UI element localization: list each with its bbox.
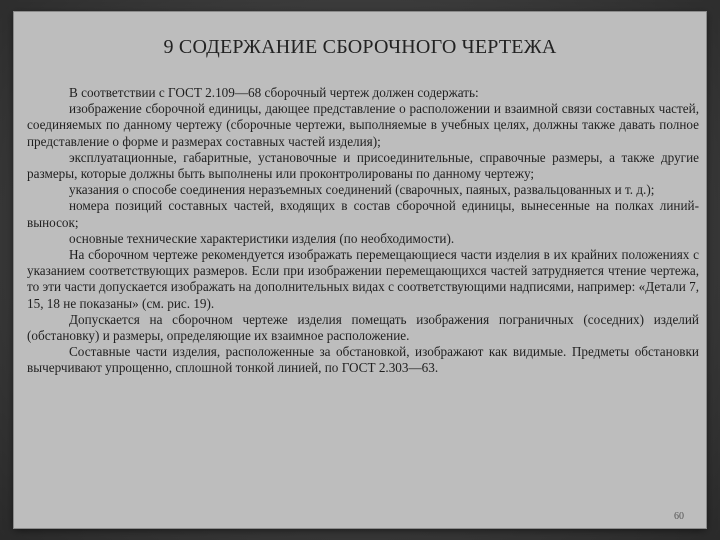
paragraph-item-positions: номера позиций составных частей, входящих в состав сборочной единицы, вынесенные на полках линий-выносок;: [27, 198, 699, 230]
slide: [14, 12, 706, 528]
paragraph-item-characteristics: основные технические характеристики изделия (по необходимости).: [69, 230, 455, 246]
page-number: 60: [674, 511, 684, 522]
paragraph-adjacent-products: Допускается на сборочном чертеже изделия помещать изображения пограничных (соседних) изделий (обстановку) и размеры, определяющие их взаимное расположение.: [27, 311, 699, 344]
slide-body: [27, 85, 699, 377]
paragraph-moving-parts: На сборочном чертеже рекомендуется изображать перемещающиеся части изделия в их крайних положениях с указанием соответствующих размеров. Если при изображении перемещающихся частей затрудняется чтение чертежа, то эти части допускается изображать на дополнительных видах с соответствующими надписями, например: «Детали 7, 15, 18 не показаны» (см. рис. 19).: [27, 247, 699, 311]
paragraph-item-joints: указания о способе соединения неразъемных соединений (сварочных, паяных, развальцованных и т. д.);: [69, 182, 655, 198]
paragraph-intro: В соответствии с ГОСТ 2.109—68 сборочный чертеж должен содержать:: [69, 85, 479, 100]
paragraph-surroundings: Составные части изделия, расположенные за обстановкой, изображают как видимые. Предметы обстановки вычерчивают упрощенно, сплошной тонкой линией, по ГОСТ 2.303—63.: [27, 344, 699, 376]
paragraph-item-image: изображение сборочной единицы, дающее представление о расположении и взаимной связи составных частей, соединяемых по данному чертежу (сборочные чертежи, выполняемые в учебных целях, должны также давать полное представление о форме и размерах составных частей изделия);: [27, 101, 699, 149]
paragraph-item-dimensions: эксплуатационные, габаритные, установочные и присоединительные, справочные размеры, а также другие размеры, которые должны быть выполнены или проконтролированы по данному чертежу;: [27, 149, 699, 182]
slide-title: 9 СОДЕРЖАНИЕ СБОРОЧНОГО ЧЕРТЕЖА: [163, 36, 557, 58]
